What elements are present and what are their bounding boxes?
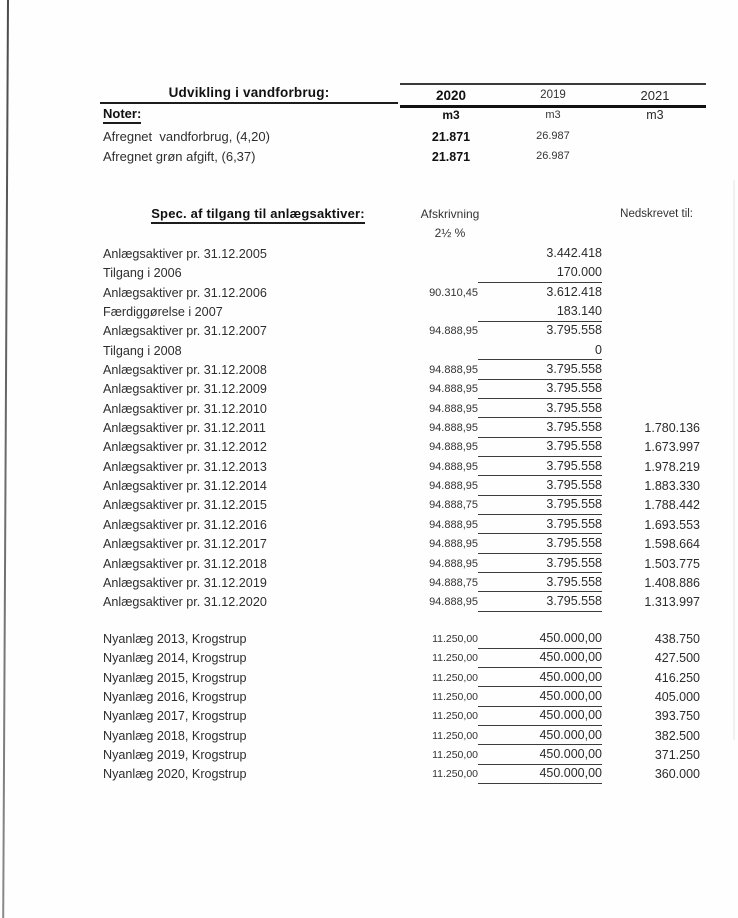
table-row [103,477,700,496]
year-header-row [400,83,706,108]
nedskrevet-value [602,264,700,283]
row-label: Anlægsaktiver pr. 31.12.2017 [103,537,267,552]
asset-value: 3.795.558 [546,323,602,338]
afskrivning-value [348,303,478,322]
table-row [103,419,700,438]
nedskrevet-value [602,400,700,419]
table-row [103,649,700,668]
nedskrevet-value [602,284,700,303]
afskrivning-value [348,264,478,283]
nedskrevet-value: 1.788.442 [644,498,700,513]
afskrivning-value: 94.888,95 [429,480,478,493]
unit-m3-2019: m3 [545,109,561,121]
row-label: Færdiggørelse i 2007 [103,305,223,320]
row-label: Afregnet vandforbrug, (4,20) [103,129,270,144]
row-label: Nyanlæg 2015, Krogstrup [103,670,247,685]
asset-value: 3.795.558 [478,438,602,457]
afskrivning-value: 94.888,95 [429,441,478,454]
afskrivning-value: 94.888,75 [429,499,478,512]
value-2020: 21.871 [431,149,471,164]
afskrivning-value: 11.250,00 [432,652,478,665]
table-row [103,516,700,535]
table-row [103,147,706,166]
asset-value: 450.000,00 [478,688,602,707]
row-label: Anlægsaktiver pr. 31.12.2019 [103,575,267,590]
asset-value: 450.000,00 [478,707,602,726]
afskrivning-value: 94.888,95 [429,557,478,570]
afskrivning-value: 11.250,00 [432,749,478,762]
afskrivning-value: 94.888,95 [429,518,478,531]
row-label: Anlægsaktiver pr. 31.12.2015 [103,498,267,513]
year-column-2020: 2020 [435,87,467,103]
asset-value: 450.000,00 [478,727,602,746]
asset-value: 450.000,00 [478,630,602,649]
afskrivning-value: 94.888,75 [429,576,478,589]
afskrivning-value: 94.888,95 [429,325,478,338]
asset-value: 3.612.418 [546,284,602,299]
table-row [103,707,700,726]
afskrivning-value: 90.310,45 [429,286,478,299]
value-2021 [604,130,706,144]
nedskrevet-value: 416.250 [654,670,700,685]
afskrivning-value: 94.888,95 [429,402,478,415]
year-column-2019: 2019 [540,89,566,101]
nedskrevet-value: 1.313.997 [644,595,700,610]
section1-title: Udvikling i vandforbrug: [100,85,398,104]
nedskrevet-value [602,303,700,322]
year-column-2021: 2021 [640,87,670,103]
nedskrevet-value [602,342,700,361]
nedskrevet-value: 405.000 [654,690,700,705]
nedskrevet-value: 371.250 [654,748,700,763]
table-row [103,458,700,477]
nedskrevet-value [602,361,700,380]
asset-value: 3.795.558 [478,593,602,612]
asset-value: 3.795.558 [478,516,602,535]
table-row [103,593,700,612]
table-row [103,322,700,341]
row-label: Anlægsaktiver pr. 31.12.2016 [103,517,267,532]
value-2019: 26.987 [536,149,570,162]
nedskrevet-value: 1.883.330 [644,479,700,494]
asset-value: 3.795.558 [478,458,602,477]
nedskrevet-value: 1.673.997 [644,440,700,455]
value-2020: 21.871 [431,129,471,144]
asset-value: 3.442.418 [546,246,602,260]
noter-label: Noter: [103,106,141,124]
row-label: Anlægsaktiver pr. 31.12.2018 [103,556,267,571]
table-row [103,555,700,574]
nedskrevet-value: 1.978.219 [644,459,700,474]
asset-value: 3.795.558 [478,574,602,593]
asset-value: 3.795.558 [478,400,602,419]
unit-m3-2020: m3 [442,108,460,122]
row-label: Anlægsaktiver pr. 31.12.2020 [103,595,267,610]
row-label: Anlægsaktiver pr. 31.12.2011 [103,421,266,436]
afskrivning-value [348,245,478,264]
afskrivning-header: Afskrivning [420,207,480,221]
table-row [103,535,700,554]
row-label: Afregnet grøn afgift, (6,37) [103,149,256,164]
row-label: Tilgang i 2006 [103,266,182,281]
section2-rows [103,245,700,785]
afskrivning-value: 94.888,95 [429,364,478,377]
afskrivning-value: 94.888,95 [429,596,478,609]
row-label: Nyanlæg 2018, Krogstrup [103,728,247,743]
nedskrevet-value: 427.500 [654,651,700,666]
nedskrevet-value: 360.000 [654,767,700,782]
table-row [103,342,700,361]
nedskrevet-value: 1.408.886 [644,575,700,590]
nedskrevet-value: 1.780.136 [644,421,700,436]
asset-value: 450.000,00 [478,765,602,784]
row-label: Anlægsaktiver pr. 31.12.2005 [103,247,267,261]
afskrivning-value: 11.250,00 [432,691,478,704]
unit-header-row [400,107,706,123]
value-2021 [604,150,706,164]
value-2019: 26.987 [536,129,570,142]
afskrivning-value: 11.250,00 [432,633,478,646]
row-label: Nyanlæg 2020, Krogstrup [103,767,247,782]
table-row [103,245,700,264]
asset-value: 183.140 [478,303,602,322]
afskrivning-value: 11.250,00 [432,671,478,684]
row-label: Nyanlæg 2017, Krogstrup [103,709,247,724]
table-row [103,688,700,707]
asset-value: 3.795.558 [478,496,602,515]
asset-value: 3.795.558 [478,380,602,399]
table-row [103,630,700,649]
afskrivning-value: 94.888,95 [429,422,478,435]
afskrivning-value: 94.888,95 [429,538,478,551]
section2-title [118,206,398,221]
nedskrevet-value: 1.503.775 [644,556,700,571]
row-label: Nyanlæg 2019, Krogstrup [103,748,247,763]
scan-edge-artifact-left [2,0,9,918]
asset-value: 170.000 [478,264,602,283]
nedskrevet-value [602,245,700,264]
row-label: Anlægsaktiver pr. 31.12.2012 [103,440,267,455]
afskrivning-value: 94.888,95 [429,383,478,396]
table-row [103,496,700,515]
row-label: Anlægsaktiver pr. 31.12.2008 [103,363,267,378]
afskrivning-value: 11.250,00 [432,710,478,723]
nedskrevet-value [602,322,700,341]
table-row [103,765,700,784]
afskrivning-value [348,342,478,361]
table-row [103,361,700,380]
asset-value: 450.000,00 [478,746,602,765]
table-row [103,380,700,399]
row-label: Nyanlæg 2013, Krogstrup [103,632,247,647]
asset-value: 3.795.558 [478,535,602,554]
row-label: Anlægsaktiver pr. 31.12.2009 [103,382,267,397]
table-row [103,746,700,765]
nedskrevet-value: 1.693.553 [644,517,700,532]
row-label: Anlægsaktiver pr. 31.12.2007 [103,324,267,339]
asset-value: 3.795.558 [478,419,602,438]
table-row [103,669,700,688]
row-label: Anlægsaktiver pr. 31.12.2014 [103,479,267,494]
asset-value: 450.000,00 [478,649,602,668]
nedskrevet-header: Nedskrevet til: [620,208,693,220]
nedskrevet-value: 1.598.664 [644,537,700,552]
asset-value: 3.795.558 [478,477,602,496]
row-label: Tilgang i 2008 [103,343,182,358]
afskrivning-value: 11.250,00 [432,768,478,781]
afskrivning-rate: 2½ % [434,226,466,240]
row-label: Anlægsaktiver pr. 31.12.2010 [103,401,267,416]
asset-value: 3.795.558 [478,555,602,574]
asset-value: 450.000,00 [478,669,602,688]
table-row [103,727,700,746]
table-row [103,438,700,457]
table-row [103,400,700,419]
table-row [103,303,700,322]
afskrivning-value: 94.888,95 [429,460,478,473]
section2-title-text: Spec. af tilgang til anlægsaktiver: [151,206,365,224]
table-row [103,127,706,146]
row-label: Anlægsaktiver pr. 31.12.2013 [103,459,267,474]
row-label: Anlægsaktiver pr. 31.12.2006 [103,285,267,300]
asset-value: 0 [478,342,602,361]
nedskrevet-value [602,380,700,399]
afskrivning-value: 11.250,00 [432,729,478,742]
nedskrevet-value: 438.750 [654,632,700,647]
asset-value: 3.795.558 [478,361,602,380]
nedskrevet-value: 393.750 [654,709,700,724]
row-label: Nyanlæg 2016, Krogstrup [103,690,247,705]
table-row [103,264,700,283]
nedskrevet-value: 382.500 [654,728,700,743]
scan-edge-artifact-right [733,180,735,740]
table-row [103,574,700,593]
table-row [103,284,700,303]
unit-m3-2021: m3 [646,108,664,122]
row-label: Nyanlæg 2014, Krogstrup [103,651,247,666]
section-gap [103,613,700,631]
